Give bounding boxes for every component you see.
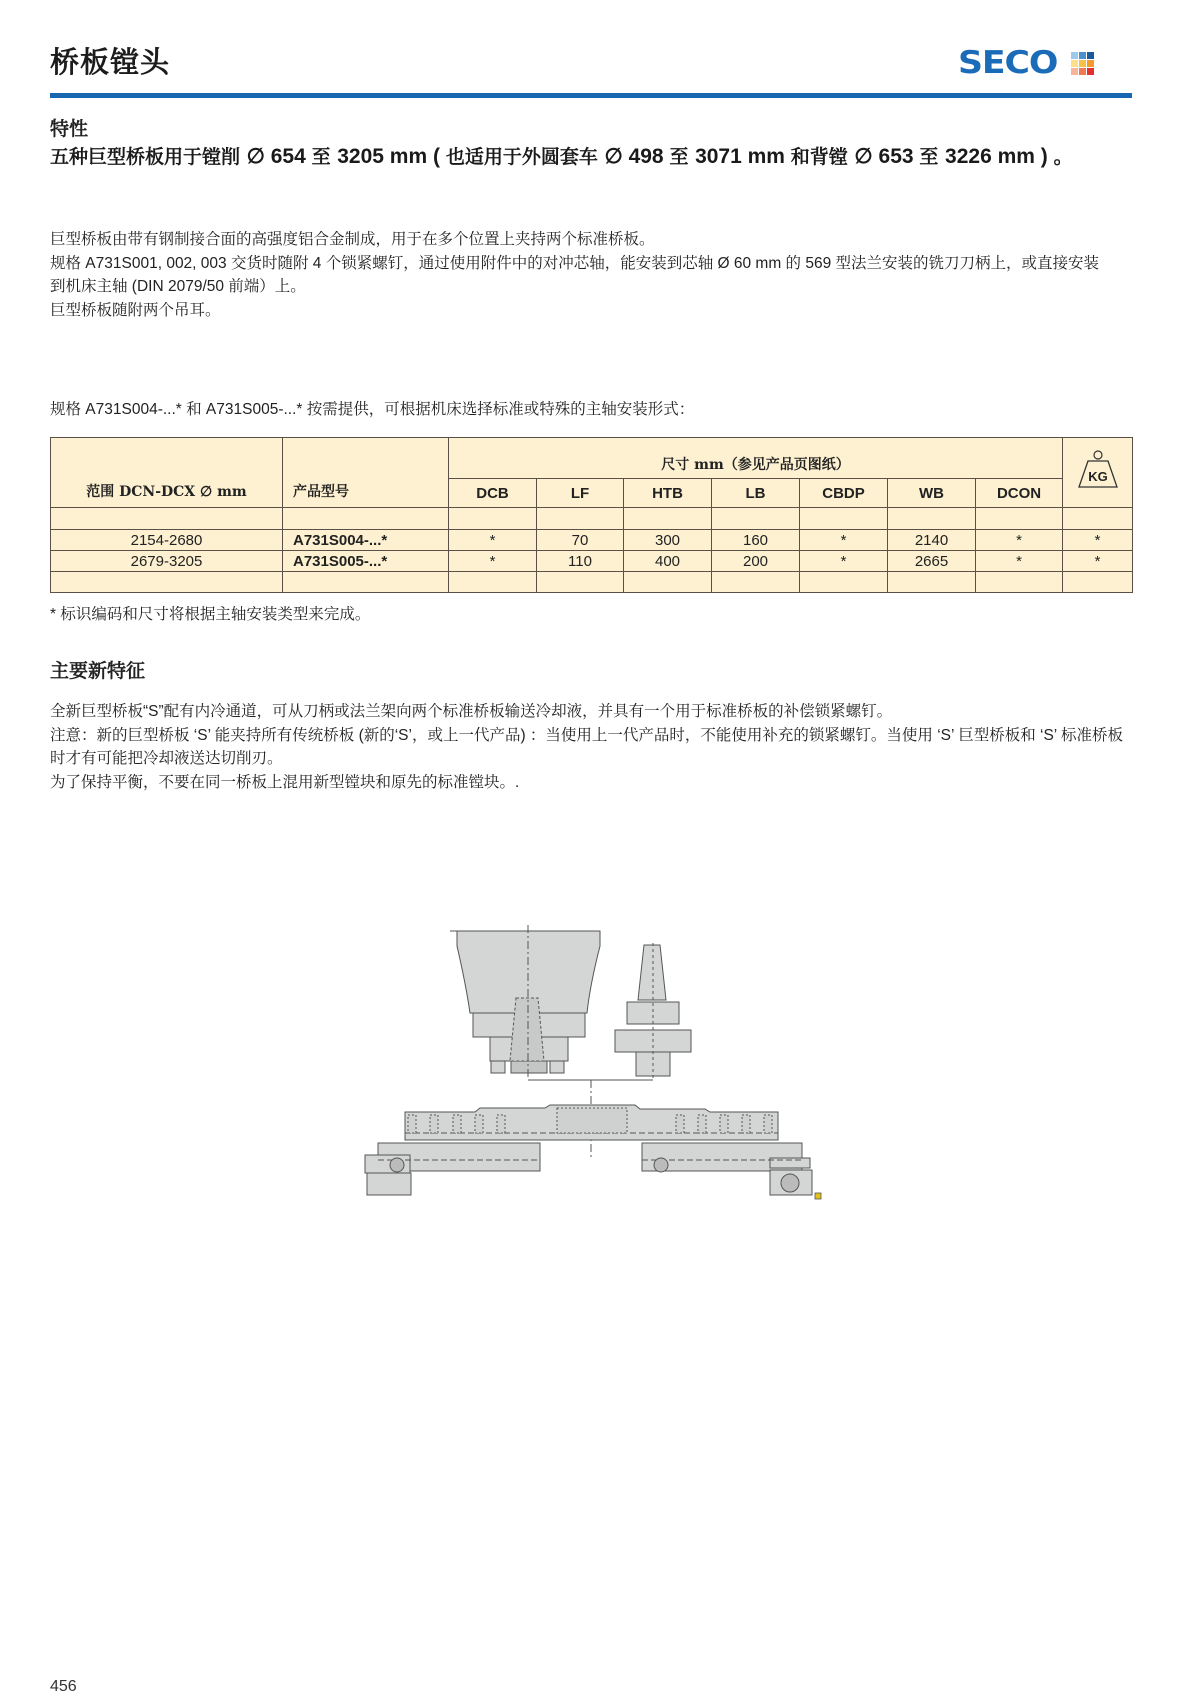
lead-part: 和背镗 [790,146,855,168]
logo-tile [1087,68,1094,75]
new-features-body [50,700,1135,794]
col-header-weight [1063,438,1133,508]
paragraph: 巨型桥板由带有钢制接合面的高强度铝合金制成，用于在多个位置上夹持两个标准桥板。 [50,231,655,248]
lead-part: 3226 mm ) [945,145,1054,168]
paragraph: 为了保持平衡，不要在同一桥板上混用新型镗块和原先的标准镗块。. [50,773,520,791]
cell-lf: 70 [537,530,624,551]
col-header-lf: LF [537,479,624,508]
lead-part: 至 [919,146,946,168]
lead-part: ∅ 653 [854,145,920,168]
col-header-wb: WB [888,479,976,508]
weight-kg-icon [1075,449,1121,493]
paragraph: 注意：新的巨型桥板 ‘S’ 能夹持所有传统桥板 (新的‘S’，或上一代产品) ：当使用上一代产品时，不能使用补充的锁紧螺钉。当使用 ‘S’ 巨型桥板和 ‘S’ 标准桥板时才有可能把冷却液送达切削刃。 [50,726,1123,767]
spec-table [50,437,1133,593]
new-features-heading: 主要新特征 [50,660,146,682]
lead-part: ∅ 498 [604,145,670,168]
range-label: 范围 DCN-DCX ∅ mm [86,484,247,500]
col-header-lb: LB [712,479,800,508]
cell-lf: 110 [537,551,624,572]
logo-tile [1071,60,1078,67]
paragraph: 巨型桥板随附两个吊耳。 [50,301,221,319]
cell-lb: 200 [712,551,800,572]
cell-htb: 400 [624,551,712,572]
page-number: 456 [50,1678,77,1695]
logo-mark-icon [1071,52,1094,75]
logo-tile [1071,52,1078,59]
logo-tile [1087,52,1094,59]
cell-dcon: * [976,551,1063,572]
product-label: 产品型号 [293,484,349,500]
table-intro: 规格 A731S004-...* 和 A731S005-...* 按需提供，可根据机床选择标准或特殊的主轴安装形式： [50,401,695,418]
cell-dcb: * [449,530,537,551]
table-row [51,530,1133,551]
group-header-dims [449,438,1063,479]
lead-part: 。 [1053,146,1073,168]
logo-tile [1071,68,1078,75]
col-header-range [51,438,283,508]
table-spacer-row [51,572,1133,593]
lead-part: 3071 mm [695,145,791,168]
logo-tile [1087,60,1094,67]
cell-range: 2154-2680 [51,530,283,551]
col-header-cbdp: CBDP [800,479,888,508]
cell-wb: 2665 [888,551,976,572]
cell-lb: 160 [712,530,800,551]
page-title: 桥板镗头 [50,45,171,79]
cell-htb: 300 [624,530,712,551]
lead-part: 五种巨型桥板用于镗削 [50,146,247,168]
lead-part: 3205 mm ( [337,145,446,168]
features-lead [50,142,1110,172]
lead-part: 也适用于外圆套车 [445,146,605,168]
cell-kg: * [1063,530,1133,551]
cell-wb: 2140 [888,530,976,551]
col-header-dcb: DCB [449,479,537,508]
insert-icon [815,1193,821,1199]
logo-tile [1079,68,1086,75]
features-body [50,228,1140,322]
lead-part: ∅ 654 [246,145,312,168]
table-footnote: * 标识编码和尺寸将根据主轴安装类型来完成。 [50,606,371,623]
seco-logo [958,46,1094,80]
logo-tile [1079,52,1086,59]
lead-part: 至 [311,146,338,168]
header-rule [50,93,1132,98]
paragraph: 规格 A731S001, 002, 003 交货时随附 4 个锁紧螺钉，通过使用附件中的对冲芯轴，能安装到芯轴 Ø 60 mm 的 569 型法兰安装的铣刀刀柄上，或直接安装到机床主轴 (DIN 2079/50 前端）上。 [50,254,1100,295]
assembly-drawing [350,925,830,1215]
cell-kg: * [1063,551,1133,572]
cell-product: A731S005-...* [283,551,449,572]
features-heading: 特性 [50,118,89,140]
table-row [51,551,1133,572]
col-header-dcon: DCON [976,479,1063,508]
paragraph: 全新巨型桥板“S”配有内冷通道，可从刀柄或法兰架向两个标准桥板输送冷却液，并具有一个用于标准桥板的补偿锁紧螺钉。 [50,703,893,720]
logo-text: SECO [958,45,1058,81]
cell-dcon: * [976,530,1063,551]
col-header-product [283,438,449,508]
dims-group-label: 尺寸 mm（参见产品页图纸） [661,457,850,473]
cell-cbdp: * [800,551,888,572]
lead-part: 至 [669,146,696,168]
cell-dcb: * [449,551,537,572]
table-spacer-row [51,508,1133,530]
cell-range: 2679-3205 [51,551,283,572]
col-header-htb: HTB [624,479,712,508]
logo-tile [1079,60,1086,67]
cell-cbdp: * [800,530,888,551]
svg-text:KG: KG [1087,468,1108,484]
cell-product: A731S004-...* [283,530,449,551]
